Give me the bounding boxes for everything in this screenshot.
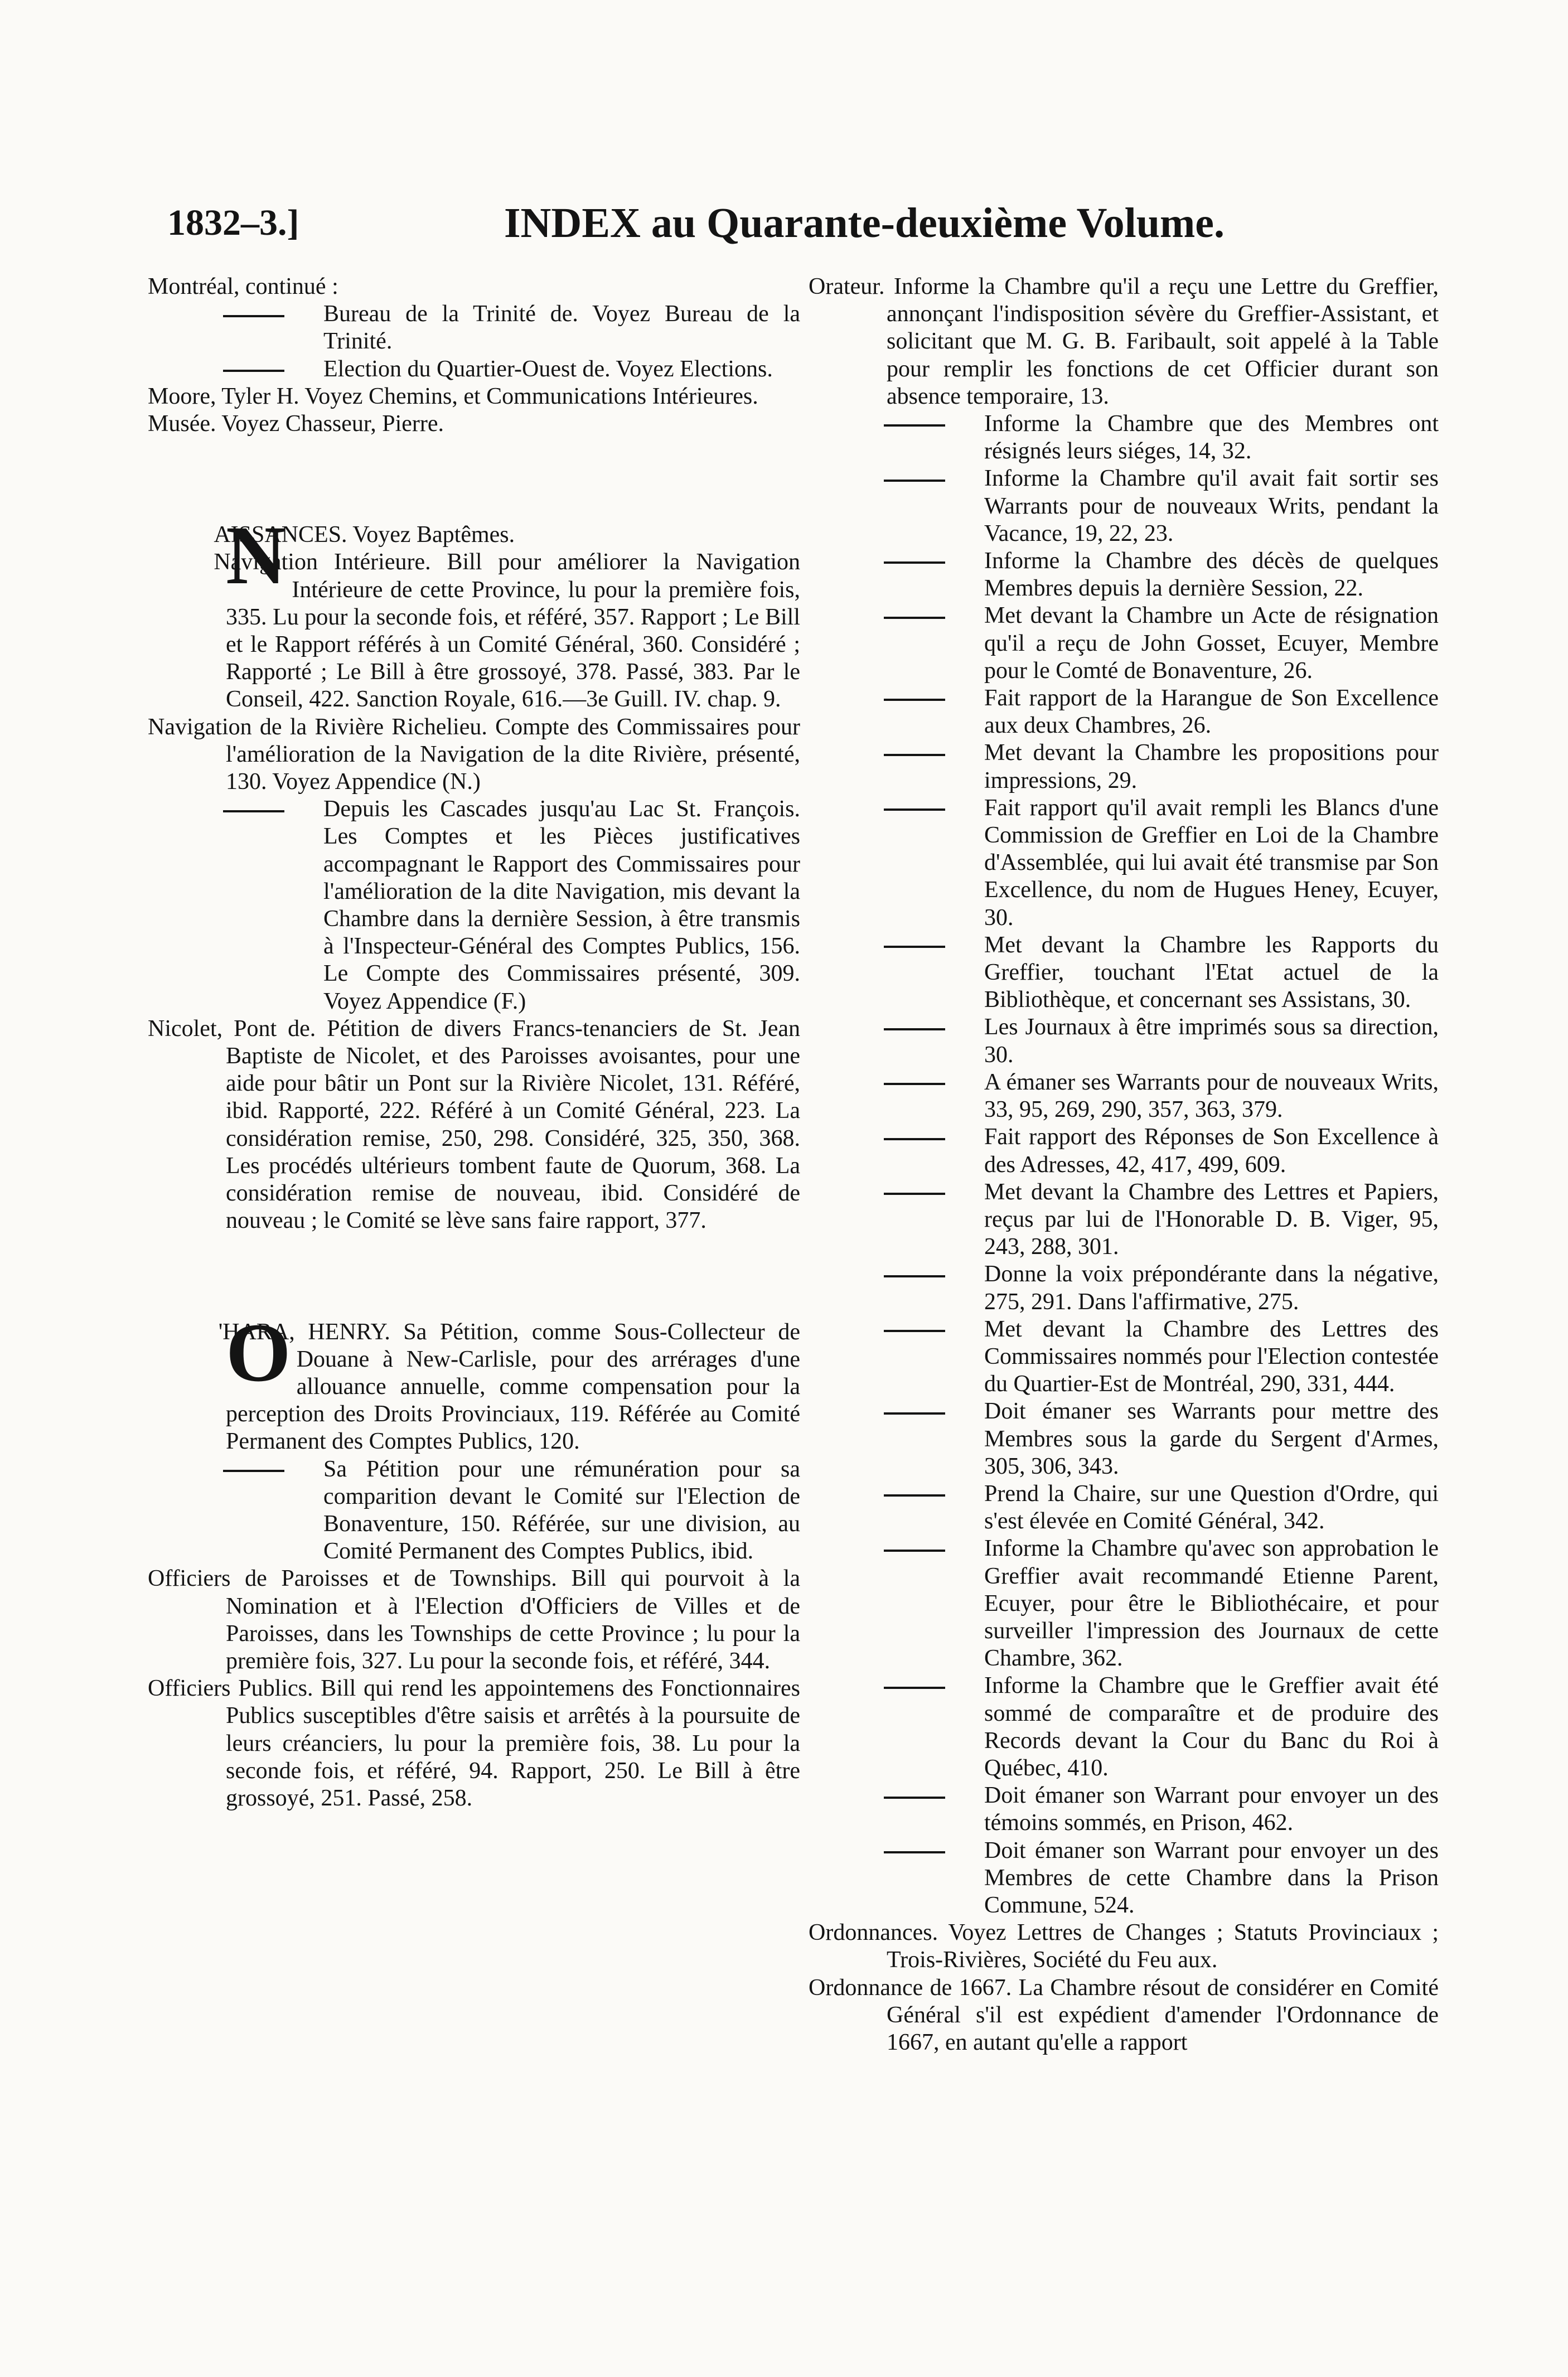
index-entry: Ordonnances. Voyez Lettres de Changes ; Statuts Provinciaux ; Trois-Rivières, Société du Feu aux. (809, 1920, 1439, 1973)
page-title: INDEX au Quarante-deuxième Volume. (504, 200, 1225, 246)
index-entry (148, 796, 800, 1015)
index-entry (809, 739, 1439, 794)
index-entry (809, 1535, 1439, 1672)
index-entry (809, 1179, 1439, 1261)
index-entry-text: Les Journaux à être imprimés sous sa direction, 30. (984, 1014, 1439, 1068)
index-entry (809, 932, 1439, 1014)
section-n (148, 509, 800, 1235)
index-entry-text: Fait rapport de la Harangue de Son Excellence aux deux Chambres, 26. (984, 685, 1439, 739)
index-entry-text: Informe la Chambre des décès de quelques Membres depuis la dernière Session, 22. (984, 548, 1439, 602)
continuation-dash (223, 370, 284, 372)
continuation-dash (884, 1275, 945, 1277)
continuation-dash (884, 1797, 945, 1799)
continuation-dash (884, 699, 945, 701)
left-column (148, 273, 800, 1812)
section-o (148, 1306, 800, 1813)
index-entry-text: Election du Quartier-Ouest de. Voyez Elections. (323, 356, 773, 382)
continuation-dash (884, 1193, 945, 1195)
continuation-dash (884, 1412, 945, 1415)
index-entry-text: Fait rapport des Réponses de Son Excellence à des Adresses, 42, 417, 499, 609. (984, 1124, 1439, 1178)
index-entry-text: Donne la voix prépondérante dans la négative, 275, 291. Dans l'affirmative, 275. (984, 1261, 1439, 1315)
index-entry-text: Met devant la Chambre les Rapports du Greffier, touchant l'Etat actuel de la Bibliothèque, et concernant ses Assistans, 30. (984, 932, 1439, 1013)
index-entry (809, 410, 1439, 465)
continuation-dash (884, 1083, 945, 1085)
drop-cap: O (226, 1306, 291, 1399)
index-entry (809, 602, 1439, 685)
index-entry-text: AISSANCES. Voyez Baptêmes. (214, 522, 515, 548)
index-entry-text: Sa Pétition pour une rémunération pour sa comparition devant le Comité sur l'Election de Bonaventure, 150. Référée, sur une division, au Comité Permanent des Comptes Publics, ibid. (323, 1456, 800, 1565)
index-entry (809, 548, 1439, 602)
index-entry (809, 465, 1439, 548)
index-entry-text: Doit émaner son Warrant pour envoyer un des Membres de cette Chambre dans la Prison Commune, 524. (984, 1837, 1439, 1918)
continuation-dash (884, 1687, 945, 1689)
index-entry: Ordonnance de 1667. La Chambre résout de considérer en Comité Général s'il est expédient d'amender l'Ordonnance de 1667, en autant qu'elle a rapport (809, 1974, 1439, 2055)
index-entry (809, 1837, 1439, 1920)
index-entry (809, 685, 1439, 739)
continuation-dash (884, 1494, 945, 1497)
index-entry-text: Met devant la Chambre un Acte de résignation qu'il a reçu de John Gosset, Ecuyer, Membre pour le Comté de Bonaventure, 26. (984, 603, 1439, 684)
page-year: 1832–3.] (167, 202, 299, 243)
index-entry-text: Met devant la Chambre des Lettres et Papiers, reçus par lui de l'Honorable D. B. Viger, 95, 243, 288, 301. (984, 1179, 1439, 1260)
index-entry: Musée. Voyez Chasseur, Pierre. (148, 411, 444, 437)
continuation-dash (884, 1138, 945, 1140)
index-entry (809, 1480, 1439, 1535)
continuation-dash (884, 809, 945, 811)
index-entry (148, 1456, 800, 1566)
index-entry (809, 1069, 1439, 1124)
continuation-dash (223, 315, 284, 317)
index-entry: Officiers Publics. Bill qui rend les appointemens des Fonctionnaires Publics susceptibles d'être saisis et arrêtés à la poursuite de leurs créanciers, lu pour la première fois, 38. Lu pour la seconde fois, et référé, 94. Rapport, 250. Le Bill à être grossoyé, 251. Passé, 258. (148, 1676, 800, 1811)
index-entry (809, 1014, 1439, 1068)
index-entry-text: Met devant la Chambre les propositions pour impressions, 29. (984, 740, 1439, 793)
index-entry-text: Fait rapport qu'il avait rempli les Blancs d'une Commission de Greffier en Loi de la Chambre d'Assemblée, qui lui avait été transmise par Son Excellence, du nom de Hugues Heney, Ecuyer, 30. (984, 795, 1439, 931)
index-entry-text: Informe la Chambre qu'avec son approbation le Greffier avait recommandé Etienne Parent, Ecuyer, pour être le Bibliothécaire, et pour surveiller l'impression des Journaux de cette Chambre, 362. (984, 1536, 1439, 1672)
continuation-dash (223, 810, 284, 812)
index-entry-text: Met devant la Chambre des Lettres des Commissaires nommés pour l'Election contestée du Quartier-Est de Montréal, 290, 331, 444. (984, 1316, 1439, 1397)
continuation-dash (884, 617, 945, 619)
index-entry-text: Informe la Chambre que le Greffier avait été sommé de comparaître et de produire des Records devant la Cour du Banc du Roi à Québec, 410. (984, 1673, 1439, 1781)
index-entry (809, 1124, 1439, 1178)
index-entry (809, 795, 1439, 932)
index-entry (148, 301, 800, 355)
index-entry: Officiers de Paroisses et de Townships. Bill qui pourvoit à la Nomination et à l'Election d'Officiers de Villes et de Paroisses, dans les Townships de cette Province ; lu pour la première fois, 327. Lu pour la seconde fois, et référé, 344. (148, 1566, 800, 1674)
continuation-dash (884, 1550, 945, 1552)
continuation-dash (884, 1851, 945, 1853)
index-entry: Navigation de la Rivière Richelieu. Compte des Commissaires pour l'amélioration de la Navigation de la dite Rivière, présenté, 130. Voyez Appendice (N.) (148, 714, 800, 795)
continuation-dash (884, 480, 945, 482)
index-entry: Nicolet, Pont de. Pétition de divers Francs-tenanciers de St. Jean Baptiste de Nicolet, et des Paroisses avoisantes, pour une aide pour bâtir un Pont sur la Rivière Nicolet, 131. Référé, ibid. Rapporté, 222. Référé à un Comité Général, 223. La considération remise, 250, 298. Considéré, 325, 350, 368. Les procédés ultérieurs tombent faute de Quorum, 368. La considération remise de nouveau, ibid. Considéré de nouveau ; le Comité se lève sans faire rapport, 377. (148, 1015, 800, 1234)
index-entry (809, 1398, 1439, 1480)
drop-cap: N (226, 509, 287, 602)
index-entry: Montréal, continué : (148, 274, 338, 299)
continuation-dash (884, 754, 945, 756)
index-entry: Navigation Intérieure. Bill pour améliorer la Navigation Intérieure de cette Province, lu pour la première fois, 335. Lu pour la seconde fois, et référé, 357. Rapport ; Le Bill et le Rapport référés à un Comité Général, 360. Considéré ; Rapporté ; Le Bill à être grossoyé, 378. Passé, 383. Par le Conseil, 422. Sanction Royale, 616.—3e Guill. IV. chap. 9. (214, 549, 800, 713)
index-entry (809, 1782, 1439, 1837)
index-entry-text: A émaner ses Warrants pour de nouveaux Writs, 33, 95, 269, 290, 357, 363, 379. (984, 1069, 1439, 1123)
index-entry-text: Bureau de la Trinité de. Voyez Bureau de la Trinité. (323, 301, 800, 355)
index-entry (148, 1306, 800, 1456)
index-entry: Moore, Tyler H. Voyez Chemins, et Communications Intérieures. (148, 383, 758, 409)
continuation-dash (884, 946, 945, 948)
index-entry-text: Depuis les Cascades jusqu'au Lac St. François. Les Comptes et les Pièces justificatives accompagnant le Rapport des Commissaires pour l'amélioration de la dite Navigation, mis devant la Chambre dans la dernière Session, à être transmis à l'Inspecteur-Général des Comptes Publics, 156. Le Compte des Commissaires présenté, 309. Voyez Appendice (F.) (323, 796, 800, 1014)
index-entry: Orateur. Informe la Chambre qu'il a reçu une Lettre du Greffier, annonçant l'indisposition sévère du Greffier-Assistant, et solicitant que M. G. B. Faribault, soit appelé à la Table pour remplir les fonctions de cet Officier durant son absence temporaire, 13. (809, 274, 1439, 409)
index-entry (148, 356, 800, 383)
index-entry-text: Informe la Chambre que des Membres ont résignés leurs siéges, 14, 32. (984, 411, 1439, 464)
right-column (809, 273, 1439, 2056)
continuation-dash (884, 1330, 945, 1332)
index-entry (809, 1261, 1439, 1315)
index-entry-text: Prend la Chaire, sur une Question d'Ordre, qui s'est élevée en Comité Général, 342. (984, 1480, 1439, 1534)
index-entry (148, 509, 800, 602)
continuation-dash (884, 424, 945, 427)
index-entry-text: 'HARA, HENRY. Sa Pétition, comme Sous-Collecteur de Douane à New-Carlisle, pour des arrérages d'une allouance annuelle, comme compensation pour la perception des Droits Provinciaux, 119. Référée au Comité Permanent des Comptes Publics, 120. (218, 1319, 800, 1455)
index-entry-text: Doit émaner ses Warrants pour mettre des Membres sous la garde du Sergent d'Armes, 305, 306, 343. (984, 1398, 1439, 1479)
index-entry-text: Informe la Chambre qu'il avait fait sortir ses Warrants pour de nouveaux Writs, pendant la Vacance, 19, 22, 23. (984, 466, 1439, 546)
index-entry-text: Doit émaner son Warrant pour envoyer un des témoins sommés, en Prison, 462. (984, 1783, 1439, 1836)
continuation-dash (223, 1470, 284, 1472)
index-entry (809, 1672, 1439, 1782)
index-entry (809, 1316, 1439, 1398)
continuation-dash (884, 561, 945, 564)
continuation-dash (884, 1028, 945, 1030)
